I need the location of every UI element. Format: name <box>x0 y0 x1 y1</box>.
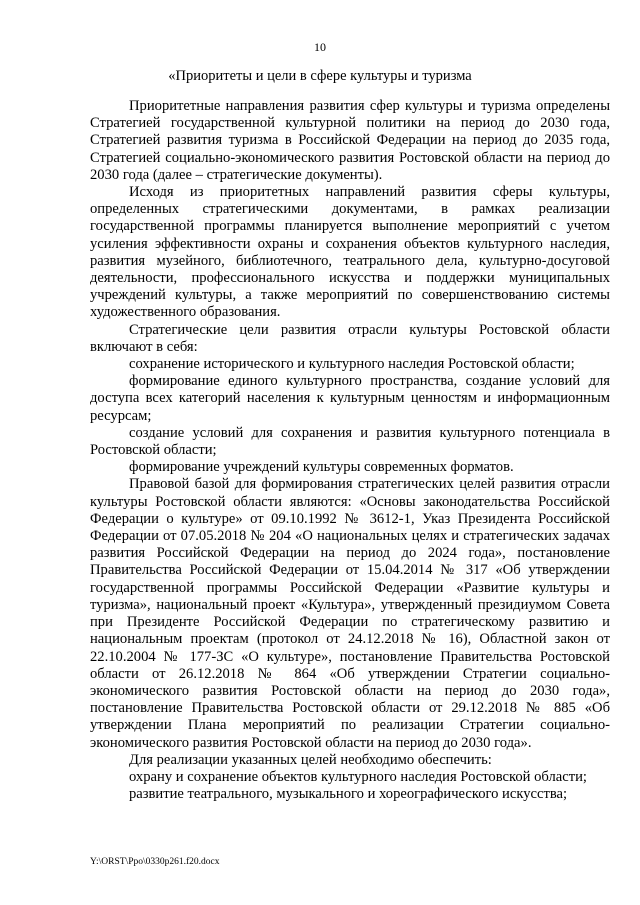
list-item-cultural-potential: создание условий для сохранения и развития культурного потенциала в Ростовской области; <box>90 424 610 459</box>
body-text <box>90 98 610 803</box>
list-item-heritage: сохранение исторического и культурного наследия Ростовской области; <box>129 356 575 373</box>
section-heading: «Приоритеты и цели в сфере культуры и туризма <box>168 68 472 84</box>
paragraph-legal-basis: Правовой базой для формирования стратегических целей развития отрасли культуры Ростовской области являются: «Основы законодательства Российской Федерации о культуре» от 09.10.1992 № 3612-1, Указ Президента Российской Федерации от 07.05.2018 № 204 «О национальных целях и стратегических задачах развития Российской Федерации на период до 2024 года», постановление Правительства Российской Федерации от 15.04.2014 № 317 «Об утверждении государственной программы Российской Федерации «Развитие культуры и туризма», национальный проект «Культура», утвержденный президиумом Совета при Президенте Российской Федерации по стратегическому развитию и национальным проектам (протокол от 24.12.2018 № 16), Областной закон от 22.10.2004 № 177-ЗС «О культуре», постановление Правительства Ростовской области от 26.12.2018 № 864 «Об утверждении Стратегии социально-экономического развития Ростовской области на период до 2030 года», постановление Правительства Ростовской области от 29.12.2018 № 885 «Об утверждении Плана мероприятий по реализации Стратегии социально-экономического развития Ростовской области на период до 2030 года». <box>90 476 610 751</box>
list-item-heritage-protection: охрану и сохранение объектов культурного наследия Ростовской области; <box>129 768 587 785</box>
file-path-footer: Y:\ORST\Ppo\0330p261.f20.docx <box>90 857 220 867</box>
list-item-modern-institutions: формирование учреждений культуры современных форматов. <box>129 459 514 476</box>
list-item-cultural-space: формирование единого культурного пространства, создание условий для доступа всех категорий населения к культурным ценностям и информационным ресурсам; <box>90 373 610 424</box>
paragraph-implementation-intro: Для реализации указанных целей необходимо обеспечить: <box>129 751 492 768</box>
paragraph-strategic-goals-intro: Стратегические цели развития отрасли культуры Ростовской области включают в себя: <box>90 321 610 355</box>
paragraph-priorities: Приоритетные направления развития сфер культуры и туризма определены Стратегией государственной культурной политики на период до 2030 года, Стратегией развития туризма в Российской Федерации на период до 2035 года, Стратегией социально-экономического развития Ростовской области на период до 2030 года (далее – стратегические документы). <box>90 98 610 183</box>
paragraph-program-measures: Исходя из приоритетных направлений развития сферы культуры, определенных стратегическими документами, в рамках реализации государственной программы планируется выполнение мероприятий с учетом усиления эффективности охраны и сохранения объектов культурного наследия, развития музейного, библиотечного, театрального дела, культурно-досуговой деятельности, профессионального искусства и поддержки муниципальных учреждений культуры, а также мероприятий по совершенствованию системы художественного образования. <box>90 184 610 321</box>
page-number: 10 <box>314 40 326 54</box>
list-item-arts-development: развитие театрального, музыкального и хореографического искусства; <box>129 786 568 803</box>
